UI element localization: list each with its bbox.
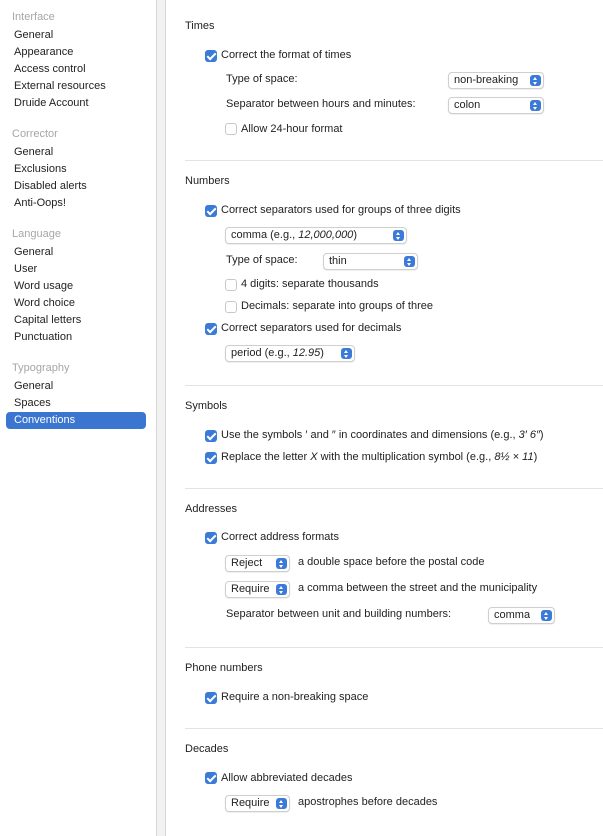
sidebar-heading-language: Language [12,228,61,240]
times-separator-popup[interactable] [448,97,544,114]
times-correct-checkbox[interactable] [205,50,217,62]
sidebar [0,0,156,836]
sidebar-item-typography-general[interactable]: General [14,380,54,392]
sidebar-item-conventions[interactable]: Conventions [6,412,146,429]
symbols-multiplication-checkbox[interactable] [205,452,217,464]
sidebar-item-access-control[interactable]: Access control [14,63,86,75]
addresses-require-text: a comma between the street and the municipality [298,582,538,594]
addresses-reject-value: Reject [231,557,263,569]
numbers-groups-value: comma (e.g., 12,000,000) [231,229,357,241]
numbers-four-digits-checkbox[interactable] [225,279,237,291]
numbers-space-popup[interactable] [323,253,418,270]
times-space-value: non-breaking [454,74,519,86]
section-title-times: Times [185,20,215,32]
decades-abbr-label: Allow abbreviated decades [221,772,353,784]
numbers-decimal-groups-label: Decimals: separate into groups of three [241,300,433,312]
section-separator [185,488,603,489]
numbers-groups-checkbox[interactable] [205,205,217,217]
addresses-unit-popup[interactable] [488,607,555,624]
times-space-label: Type of space: [226,73,298,85]
numbers-decimals-label: Correct separators used for decimals [221,322,402,334]
popup-chevron-icon [393,230,404,241]
addresses-correct-checkbox[interactable] [205,532,217,544]
decades-require-text: apostrophes before decades [298,796,438,808]
section-separator [185,385,603,386]
decades-abbr-checkbox[interactable] [205,772,217,784]
popup-chevron-icon [530,75,541,86]
section-title-phone-numbers: Phone numbers [185,662,263,674]
sidebar-item-corrector-general[interactable]: General [14,146,54,158]
times-24h-label: Allow 24-hour format [241,123,343,135]
numbers-groups-popup[interactable] [225,227,407,244]
sidebar-item-word-choice[interactable]: Word choice [14,297,75,309]
sidebar-item-capital-letters[interactable]: Capital letters [14,314,82,326]
numbers-four-digits-label: 4 digits: separate thousands [241,278,379,290]
sidebar-heading-corrector: Corrector [12,128,58,140]
section-title-symbols: Symbols [185,400,228,412]
sidebar-item-spaces[interactable]: Spaces [14,397,51,409]
times-24h-checkbox[interactable] [225,123,237,135]
sidebar-item-general[interactable]: General [14,29,54,41]
addresses-reject-text: a double space before the postal code [298,556,485,568]
split-view-divider[interactable] [156,0,166,836]
section-separator [185,160,603,161]
popup-chevron-icon [276,798,287,809]
popup-chevron-icon [541,610,552,621]
decades-require-value: Require [231,797,270,809]
popup-chevron-icon [530,100,541,111]
sidebar-item-user[interactable]: User [14,263,38,275]
popup-chevron-icon [341,348,352,359]
phone-nbsp-label: Require a non-breaking space [221,691,369,703]
section-title-addresses: Addresses [185,503,237,515]
sidebar-item-language-general[interactable]: General [14,246,54,258]
symbols-multiplication-label: Replace the letter X with the multiplication symbol (e.g., 8½ × 11) [221,451,538,463]
sidebar-item-word-usage[interactable]: Word usage [14,280,74,292]
addresses-unit-label: Separator between unit and building numbers: [226,608,452,620]
times-correct-label: Correct the format of times [221,49,352,61]
sidebar-heading-interface: Interface [12,11,55,23]
numbers-space-value: thin [329,255,347,267]
numbers-decimals-value: period (e.g., 12.95) [231,347,324,359]
section-title-decades: Decades [185,743,229,755]
conventions-panel [166,0,603,836]
sidebar-heading-typography: Typography [12,362,70,374]
popup-chevron-icon [276,584,287,595]
times-separator-label: Separator between hours and minutes: [226,98,416,110]
times-separator-value: colon [454,99,481,111]
addresses-unit-value: comma [494,609,531,621]
addresses-require-value: Require [231,583,270,595]
sidebar-item-external-resources[interactable]: External resources [14,80,106,92]
section-title-numbers: Numbers [185,175,230,187]
sidebar-item-exclusions[interactable]: Exclusions [14,163,67,175]
numbers-decimal-groups-checkbox[interactable] [225,301,237,313]
decades-require-popup[interactable] [225,795,290,812]
sidebar-item-disabled-alerts[interactable]: Disabled alerts [14,180,87,192]
popup-chevron-icon [276,558,287,569]
phone-nbsp-checkbox[interactable] [205,692,217,704]
sidebar-item-punctuation[interactable]: Punctuation [14,331,73,343]
addresses-require-popup[interactable] [225,581,290,598]
numbers-space-label: Type of space: [226,254,298,266]
popup-chevron-icon [404,256,415,267]
addresses-reject-popup[interactable] [225,555,290,572]
section-separator [185,647,603,648]
numbers-decimals-popup[interactable] [225,345,355,362]
numbers-decimals-checkbox[interactable] [205,323,217,335]
numbers-groups-label: Correct separators used for groups of three digits [221,204,461,216]
symbols-prime-checkbox[interactable] [205,430,217,442]
sidebar-item-anti-oops[interactable]: Anti-Oops! [14,197,66,209]
section-separator [185,728,603,729]
times-space-popup[interactable] [448,72,544,89]
symbols-prime-label: Use the symbols ′ and ″ in coordinates and dimensions (e.g., 3′ 6″) [221,429,544,441]
sidebar-item-druide-account[interactable]: Druide Account [14,97,89,109]
sidebar-item-appearance[interactable]: Appearance [14,46,74,58]
addresses-correct-label: Correct address formats [221,531,339,543]
